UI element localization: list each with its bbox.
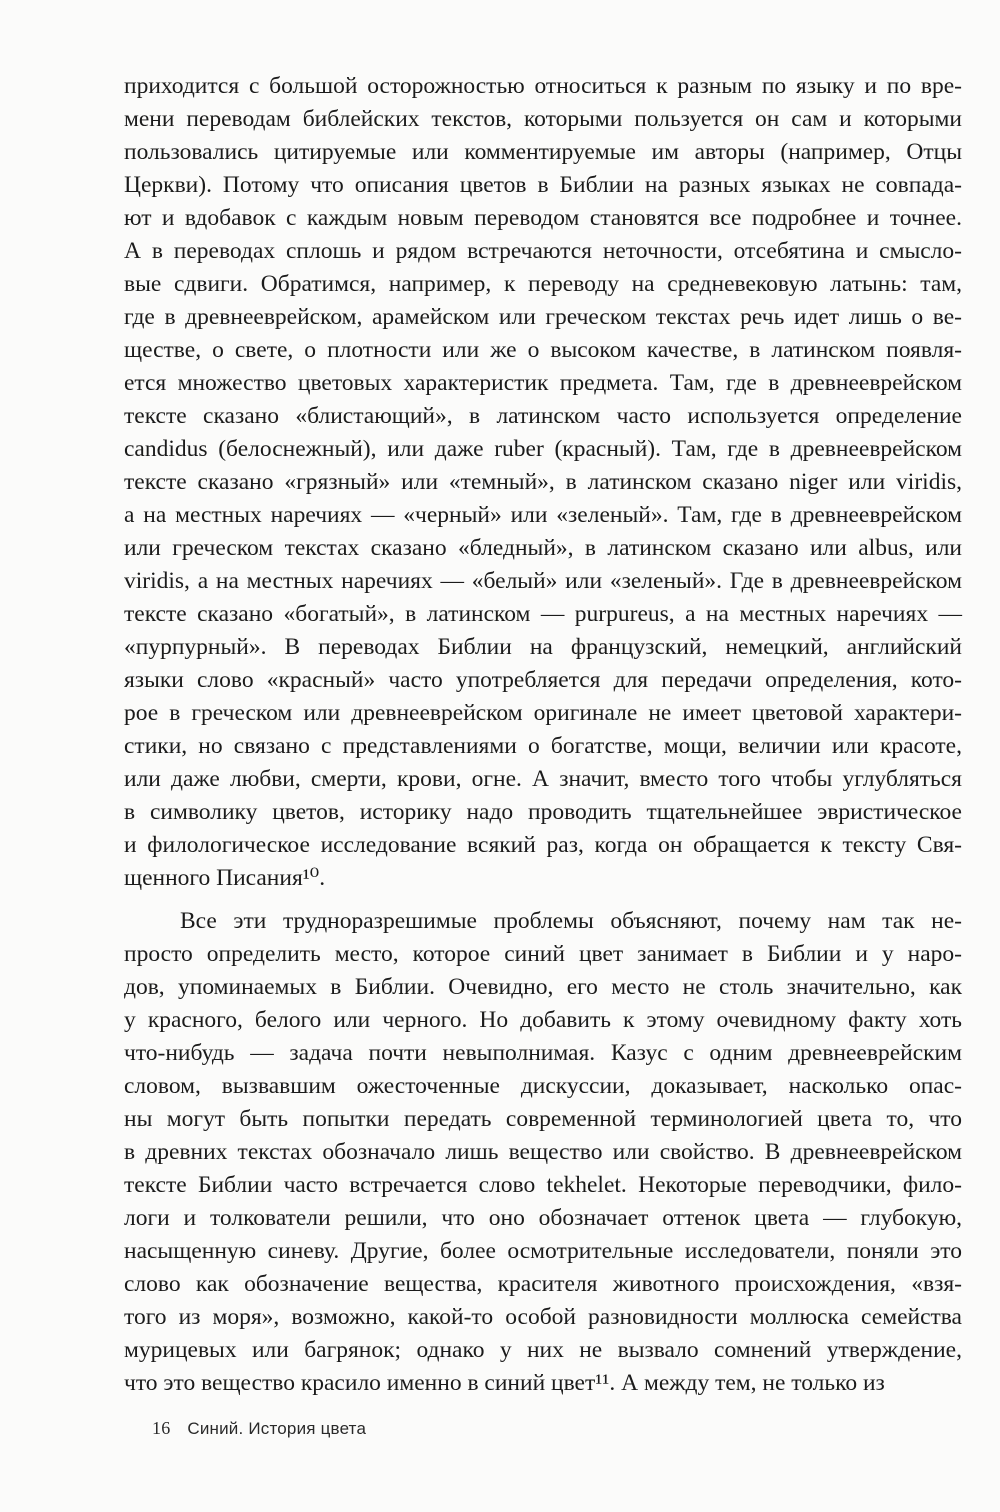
text-line: тексте Библии часто встречается слово tekhelet. Некоторые переводчики, фило- — [124, 1172, 962, 1198]
text-line: тексте сказано «грязный» или «темный», в латинском сказано niger или viridis, — [124, 469, 962, 495]
text-line: ществе, о свете, о плотности или же о высоком качестве, в латинском появля- — [124, 337, 962, 363]
text-line: того из моря», возможно, какой-то особой разновидности моллюска семейства — [124, 1304, 962, 1330]
text-line: слово как обозначение вещества, красителя животного происхождения, «взя- — [124, 1271, 962, 1297]
text-line: рое в греческом или древнееврейском оригинале не имеет цветовой характери- — [124, 700, 962, 726]
page-number: 16 — [152, 1418, 171, 1438]
text-line: словом, вызвавшим ожесточенные дискуссии, доказывает, насколько опас- — [124, 1073, 962, 1099]
page-footer — [152, 1418, 366, 1439]
text-line: что-нибудь — задача почти невыполнимая. Казус с одним древнееврейским — [124, 1040, 962, 1066]
text-line: мени переводам библейских текстов, которыми пользуется он сам и которыми — [124, 106, 962, 132]
text-line: мурицевых или багрянок; однако у них не вызвало сомнений утверждение, — [124, 1337, 962, 1363]
text-line: языки слово «красный» часто употребляется для передачи определения, кото- — [124, 667, 962, 693]
text-line: пользовались цитируемые или комментируемые им авторы (например, Отцы — [124, 139, 962, 165]
text-line: вые сдвиги. Обратимся, например, к переводу на средневековую латынь: там, — [124, 271, 962, 297]
paragraph-1 — [124, 70, 962, 895]
text-line: логи и толкователи решили, что оно обозначает оттенок цвета — глубокую, — [124, 1205, 962, 1231]
text-line: у красного, белого или черного. Но добавить к этому очевидному факту хоть — [124, 1007, 962, 1033]
text-line: приходится с большой осторожностью относиться к разным по языку и по вре- — [124, 73, 962, 99]
text-line: ют и вдобавок с каждым новым переводом становятся все подробнее и точнее. — [124, 205, 962, 231]
text-line: просто определить место, которое синий цвет занимает в Библии и у наро- — [124, 941, 962, 967]
text-line: и филологическое исследование всякий раз, когда он обращается к тексту Свя- — [124, 832, 962, 858]
text-line: в символику цветов, историку надо проводить тщательнейшее эвристическое — [124, 799, 962, 825]
text-line: ны могут быть попытки передать современной терминологией цвета то, что — [124, 1106, 962, 1132]
text-line: что это вещество красило именно в синий цвет¹¹. А между тем, не только из — [124, 1370, 885, 1396]
text-line: а на местных наречиях — «черный» или «зеленый». Там, где в древнееврейском — [124, 502, 962, 528]
paragraph-gap — [124, 895, 962, 905]
text-line: «пурпурный». В переводах Библии на французский, немецкий, английский — [124, 634, 962, 660]
text-line: насыщенную синеву. Другие, более осмотрительные исследователи, поняли это — [124, 1238, 962, 1264]
body-text — [124, 70, 962, 1400]
text-line: тексте сказано «блистающий», в латинском часто используется определение — [124, 403, 962, 429]
text-line: А в переводах сплошь и рядом встречаются неточности, отсебятина и смысло- — [124, 238, 962, 264]
text-line: или даже любви, смерти, крови, огне. А значит, вместо того чтобы углубляться — [124, 766, 962, 792]
paragraph-2 — [124, 905, 962, 1400]
text-line: щенного Писания¹⁰. — [124, 865, 326, 891]
text-line: дов, упоминаемых в Библии. Очевидно, его место не столь значительно, как — [124, 974, 962, 1000]
text-line: в древних текстах обозначало лишь вещество или свойство. В древнееврейском — [124, 1139, 962, 1165]
text-line: viridis, а на местных наречиях — «белый» или «зеленый». Где в древнееврейском — [124, 568, 962, 594]
text-line: Все эти трудноразрешимые проблемы объясняют, почему нам так не- — [180, 908, 962, 934]
running-title: Синий. История цвета — [187, 1419, 367, 1438]
text-line: ется множество цветовых характеристик предмета. Там, где в древнееврейском — [124, 370, 962, 396]
text-line: Церкви). Потому что описания цветов в Библии на разных языках не совпада- — [124, 172, 962, 198]
text-line: где в древнееврейском, арамейском или греческом текстах речь идет лишь о ве- — [124, 304, 962, 330]
text-line: тексте сказано «богатый», в латинском — purpureus, а на местных наречиях — — [124, 601, 962, 627]
text-line: стики, но связано с представлениями о богатстве, мощи, величии или красоте, — [124, 733, 962, 759]
text-line: candidus (белоснежный), или даже ruber (красный). Там, где в древнееврейском — [124, 436, 962, 462]
text-line: или греческом текстах сказано «бледный», в латинском сказано или albus, или — [124, 535, 962, 561]
